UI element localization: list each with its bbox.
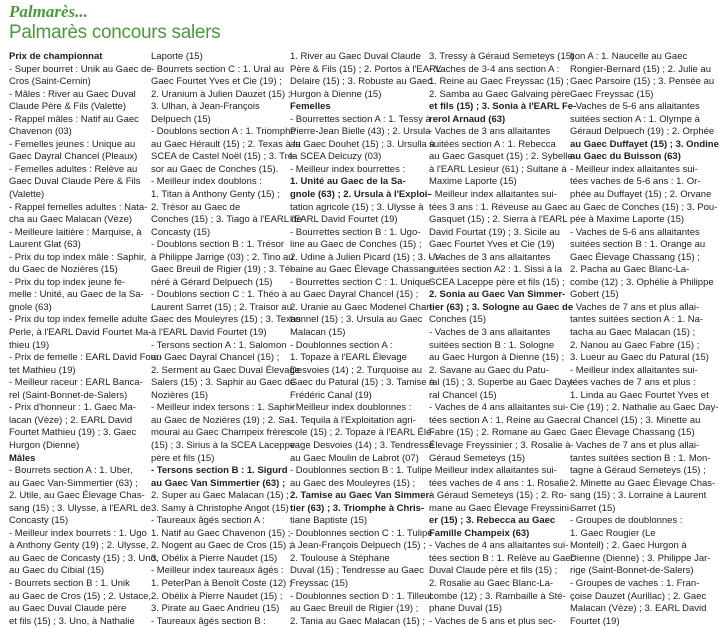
text-line: Frédéric Canal (19) <box>290 389 372 401</box>
text-line: - Super bourret : Unik au Gaec de <box>9 63 152 75</box>
text-line: et fils (15) ; 3. Sonia à l'EARL Fe- <box>429 101 577 113</box>
text-line: 2. Nogent au Gaec de Cros (15) ; <box>151 540 292 552</box>
text-line: - Vaches de 5 ans et plus sec- <box>429 615 557 627</box>
text-line: rel (Saint-Bonnet-de-Salers) <box>9 389 128 401</box>
text-line: au Gaec Duffayet (15) ; 3. Ondine <box>570 138 719 150</box>
text-line: au Gaec du Buisson (63) <box>570 151 681 163</box>
text-line: - Meilleur index allaitantes sui- <box>429 189 557 201</box>
text-line: 3. Pirate au Gaec Andrieu (15) <box>151 603 280 615</box>
text-line: au Gaec Douhet (15) ; 3. Ursulla à <box>290 138 435 150</box>
text-line: Pierre-Jean Bielle (43) ; 2. Ursula <box>290 126 431 138</box>
text-line: ral Chancel (15) <box>429 389 497 401</box>
text-line: - Doublonnes section D : 1. Tilleul <box>290 590 432 602</box>
text-line: gnole (63) ; 2. Ursula à l'Exploi- <box>290 189 431 201</box>
text-line: Mâles <box>9 452 36 464</box>
text-line: 1. River au Gaec Duval Claude <box>290 51 421 62</box>
text-line: 2. Tamise au Gaec Van Simmer- <box>290 490 433 502</box>
text-line: Duval (15) ; Tendresse au Gaec <box>290 565 424 577</box>
text-line: - Prix du top index mâle : Saphir, <box>9 251 147 263</box>
text-line: ral Chancel (15) ; 3. Minette au <box>570 414 701 426</box>
text-line: 2. Uranium à Julien Dauzet (15) ; <box>151 88 291 100</box>
text-line: au Gaec Hurgon à Dienne (15) ; <box>429 352 565 364</box>
text-line: - Meilleur index doublons : <box>151 176 262 188</box>
text-line: la SCEA Delcuzy (03) <box>290 151 382 163</box>
text-line: melle : Unité, au Gaec de la Sa- <box>9 289 144 301</box>
text-line: tiane Baptiste (15) <box>290 515 368 527</box>
text-line: - Doublonnes section A : <box>290 339 393 351</box>
text-line: 2. Udine à Julien Picard (15) ; 3. Ur- <box>290 251 442 263</box>
text-line: Maxime Laporte (15) <box>429 176 517 188</box>
text-line: 1. Topaze à l'EARL Élevage <box>290 352 407 364</box>
text-line: Chavenon (03) <box>9 126 72 138</box>
text-line: tion A : 1. Naucelle au Gaec <box>570 51 688 62</box>
text-line: - Bourrets section A : 1. Uber, <box>9 465 133 477</box>
text-line: - Rappel femelles adultes : Nata- <box>9 201 148 213</box>
text-line: suitées section A : 1. Olympe à <box>570 113 700 125</box>
text-line: Conches (15) ; 3. Tiago à l'EARL de <box>151 214 302 226</box>
text-line: au Gaec du Cibial (15) <box>9 565 105 577</box>
text-line: - Bourrettes section B : 1. Ugo- <box>290 226 421 238</box>
text-line: Gaec Élevage Chassang (15) <box>570 427 695 439</box>
text-line: au Gaec Van Simmertier (63) ; <box>151 477 286 489</box>
text-line: lacan (Vèze) ; 2. EARL David <box>9 414 133 426</box>
text-line: 2. Utile, au Gaec Élevage Chas- <box>9 490 145 502</box>
text-line: Fourtet Mathieu (19) ; 3. Gaec <box>9 427 137 439</box>
text-line: 1. Reine au Gaec Freyssac (15) ; <box>429 76 569 88</box>
text-line: 1. PeterPan à Benoît Coste (12) ; <box>151 577 292 589</box>
text-line: du Gaec de Nozières (15) <box>9 264 118 276</box>
text-line: Gobert (15) <box>570 289 619 301</box>
text-line: Perle, à l'EARL David Fourtet Ma- <box>9 327 152 339</box>
text-line: à l'EARL Lesieur (61) ; Sultane à <box>429 163 567 175</box>
text-line: Gaec Duval Claude Père & Fils <box>9 176 141 188</box>
text-line: néré à Gérard Delpuech (15) <box>151 276 273 288</box>
text-line: - Vaches de 5-6 ans allaitantes <box>570 101 700 113</box>
text-line: au Gaec Gasquet (15) ; 2. Sybelle <box>429 151 573 163</box>
text-line: père et fils (15) <box>151 452 215 464</box>
text-line: combe (12) ; 3. Rambaille à Sté- <box>429 590 566 602</box>
text-line: 2. Uranie au Gaec Modenel Char- <box>290 301 433 313</box>
text-line: à l'EARL David Fourtet (19) <box>151 327 267 339</box>
text-line: Delaire (15) ; 3. Robuste au Gaec <box>290 76 433 88</box>
text-line: (15) ; 3. Sirius à la SCEA Laceppe <box>151 439 296 451</box>
text-line: - Taureaux âgés section B : <box>151 615 266 627</box>
text-line: 2. Samba au Gaec Galvaing père <box>429 88 571 100</box>
text-line: - Vaches de 7 ans et plus allai- <box>570 439 700 451</box>
text-line: au Gaec Breuil de Rigier (19) ; <box>290 603 419 615</box>
text-line: Dienne (Dienne) ; 3. Philippe Jar- <box>570 552 711 564</box>
text-line: - Doublons section A : 1. Triomphe <box>151 126 296 138</box>
text-line: 2. Pacha au Gaec Blanc-La- <box>570 264 690 276</box>
text-line: Concasty (15) <box>9 515 69 527</box>
text-line: 2. Nanou au Gaec Fabre (15) ; <box>570 339 700 351</box>
text-line: 1. Natif au Gaec Chavenon (15) ; <box>151 527 291 539</box>
article-kicker: Palmarès... <box>9 2 88 21</box>
text-line: à Anthony Genty (19) ; 2. Ulysse, <box>9 540 149 552</box>
text-line: au Gaec Moulin de Labrot (07) <box>290 452 419 464</box>
text-line: Hurgon à Dienne (15) <box>290 88 382 100</box>
text-line: à Philippe Jarrige (03) ; 2. Tino au <box>151 251 294 263</box>
text-line: Freyssac (15) <box>290 577 349 589</box>
text-line: suitées section A : 1. Rebecca <box>429 138 556 150</box>
text-line: 2. Savane au Gaec du Patu- <box>429 364 549 376</box>
text-line: Père & Fils (15) ; 2. Portos à l'EARL <box>290 63 442 75</box>
text-line: au Gaec Hérault (15) ; 2. Texas à la <box>151 138 301 150</box>
text-line: au Gaec des Mouleyres (15) ; <box>290 477 416 489</box>
text-line: Femelles <box>290 101 331 113</box>
text-line: Gaec Fourtet Yves et Cie (19) <box>429 239 555 251</box>
text-line: Concasty (15) <box>151 226 211 238</box>
text-line: line au Gaec de Conches (15) ; <box>290 239 422 251</box>
text-line: à Jean-François Delpuech (15) ; <box>290 540 426 552</box>
text-line: - Doublons section B : 1. Trésor <box>151 239 285 251</box>
text-line: tet Mathieu (19) <box>9 364 76 376</box>
text-line: Gaec Fourtet Yves et Cie (19) ; <box>151 76 282 88</box>
text-line: - Doublonnes section C : 1. Tulipe <box>290 527 433 539</box>
text-column-4 <box>429 51 577 628</box>
text-line: 3. Ulhan, à Jean-François <box>151 101 260 113</box>
text-line: 2. Sonia au Gaec Van Simmer- <box>429 289 566 301</box>
text-line: suitées section B : 1. Sologne <box>429 339 555 351</box>
text-line: tacha au Gaec Malacan (15) ; <box>570 327 696 339</box>
text-line: tagne à Géraud Semeteys (15) ; <box>570 465 706 477</box>
text-line: - Prix d'honneur : 1. Gaec Ma- <box>9 402 136 414</box>
text-line: - Vaches de 7 ans et plus allai- <box>570 301 700 313</box>
text-line: Malacan (15) <box>290 327 346 339</box>
text-column-3 <box>290 51 442 628</box>
text-line: - Meilleur raceur : EARL Banca- <box>9 377 143 389</box>
text-line: 1. Unité au Gaec de la Sa- <box>290 176 406 188</box>
text-line: baine au Gaec Élevage Chassang <box>290 264 435 276</box>
text-line: Élevage Freyssinier ; 3. Rosalie à <box>429 439 571 451</box>
text-line: Cie (19) ; 2. Nathalie au Gaec Day- <box>570 402 719 414</box>
text-line: Nozières (15) <box>151 389 209 401</box>
text-line: tier (63) ; 3. Triomphe à Chris- <box>290 502 425 514</box>
text-line: rerol Arnaud (63) <box>429 113 506 125</box>
text-line: Hurgon (Dienne) <box>9 439 80 451</box>
text-line: - Meilleur index allaitantes sui- <box>570 364 698 376</box>
text-line: - Meilleur index allaitantes sui- <box>570 163 698 175</box>
text-line: Conches (15) <box>429 314 487 326</box>
text-line: - Meilleur index tersons : 1. Saphir <box>151 402 296 414</box>
text-line: Duval Claude père et fils (15) ; <box>429 565 558 577</box>
text-line: - Vaches de 5-6 ans allaitantes <box>570 226 700 238</box>
text-line: gnole (63) <box>9 301 52 313</box>
text-line: 3. Tressy à Géraud Semeteys (15) <box>429 51 575 62</box>
text-line: Laurent Glat (63) <box>9 239 81 251</box>
text-line: mourai au Gaec Champeix frères <box>151 427 291 439</box>
text-line: Gaec Parsoire (15) ; 3. Pensée au <box>570 76 715 88</box>
text-line: au Gaec Duval Claude père <box>9 603 127 615</box>
text-line: Gaec Dayral Chancel (Pleaux) <box>9 151 138 163</box>
text-line: 1. Titan à Anthony Genty (15) ; <box>151 189 280 201</box>
text-line: Rongier-Bernard (15) ; 2. Julie au <box>570 63 711 75</box>
text-line: tées vaches de 5-6 ans : 1. Or- <box>570 176 701 188</box>
text-line: 2. Super au Gaec Malacan (15) ; <box>151 490 289 502</box>
text-line: - Vaches de 3 ans allaitantes <box>429 327 551 339</box>
text-line: bonnel (15) ; 3. Ursula au Gaec <box>290 314 423 326</box>
text-line: 1. Linda au Gaec Fourtet Yves et <box>570 389 709 401</box>
text-line: SCEA de Castel Noël (15) ; 3. Tré- <box>151 151 297 163</box>
text-line: - Meilleur index allaitantes sui- <box>429 465 557 477</box>
text-line: - Doublonnes section B : 1. Tulipe <box>290 465 433 477</box>
text-line: 2. Serment au Gaec Duval Élevage <box>151 364 300 376</box>
text-line: Gasquet (15) ; 2. Sierra à l'EARL <box>429 214 568 226</box>
text-line: phée au Duffayet (15) ; 2. Orvane <box>570 189 712 201</box>
text-line: Prix de championnat <box>9 51 103 62</box>
text-line: Géraud Delpuech (19) ; 2. Orphée <box>570 126 715 138</box>
text-line: ral (15) ; 3. Superbe au Gaec Day- <box>429 377 575 389</box>
text-line: au Gaec de Cros (15) ; 2. Ustace, <box>9 590 152 602</box>
text-line: Gaec des Mouleyres (15) ; 3. Texas <box>151 314 301 326</box>
text-line: vage Desvoies (14) ; 3. Tendresse <box>290 439 434 451</box>
text-line: Claude Père & Fils (Valette) <box>9 101 127 113</box>
text-line: - Bourrets section C : 1. Ural au <box>151 63 285 75</box>
text-line: tées vaches de 7 ans et plus : <box>570 377 696 389</box>
text-line: au Gaec Van-Simmertier (63) ; <box>9 477 138 489</box>
text-line: Delpuech (15) <box>151 113 211 125</box>
text-line: pée à Maxime Laporte (15) <box>570 214 685 226</box>
text-line: - Groupes de vaches : 1. Fran- <box>570 577 700 589</box>
text-line: Gaec Freyssac (15) <box>570 88 654 100</box>
text-line: Monteil) ; 2. Gaec Hurgon à <box>570 540 687 552</box>
text-line: - Mâles : River au Gaec Duval <box>9 88 136 100</box>
text-line: sor au Gaec de Conches (15). <box>151 163 279 175</box>
text-line: - Doublons section C : 1. Théo à <box>151 289 288 301</box>
text-line: au Gaec Dayral Chancel (15) ; <box>290 289 419 301</box>
text-line: - Vaches de 4 ans allaitantes sui- <box>429 402 569 414</box>
text-line: çoise Dauzet (Aurillac) ; 2. Gaec <box>570 590 707 602</box>
text-line: au Gaec de Concasty (15) ; 3. Uno, <box>9 552 159 564</box>
text-line: 3. Obélix à Pierre Naudet (15) <box>151 552 278 564</box>
text-line: sang (15) ; 3. Lorraine à Laurent <box>570 490 707 502</box>
text-line: à Géraud Semeteys (15) ; 2. Ro- <box>429 490 567 502</box>
text-line: - Bourrettes section C : 1. Unique <box>290 276 431 288</box>
text-line: au Gaec Dayral Chancel (15) ; <box>151 352 280 364</box>
text-line: Salers (15) ; 3. Saphir au Gaec de <box>151 377 296 389</box>
text-line: Sarret (15) <box>570 502 616 514</box>
text-line: tées 3 ans : 1. Réveuse au Gaec <box>429 201 568 213</box>
text-line: - Rappel mâles : Natif au Gaec <box>9 113 139 125</box>
text-column-1 <box>9 51 163 628</box>
text-line: - Tersons section A : 1. Salomon <box>151 339 287 351</box>
text-line: - Meilleure laitière : Marquise, à <box>9 226 142 238</box>
text-line: au Gaec de Conches (15) ; 3. Pou- <box>570 201 718 213</box>
text-line: - Prix du top index jeune fe- <box>9 276 126 288</box>
article-title: Palmarès concours salers <box>9 22 221 43</box>
text-line: Gaec du Patural (15) ; 3. Tamise à <box>290 377 435 389</box>
text-line: - Bourrettes section A : 1. Tessy à <box>290 113 431 125</box>
text-line: Desvoies (14) ; 2. Turquoise au <box>290 364 423 376</box>
text-line: 2. Minette au Gaec Élevage Chas- <box>570 477 716 489</box>
text-line: - Vaches de 3 ans allaitantes <box>429 126 551 138</box>
text-line: er (15) ; 3. Rebecca au Gaec <box>429 515 556 527</box>
text-line: Laporte (15) <box>151 51 203 62</box>
text-line: 3. Lueur au Gaec du Patural (15) <box>570 352 709 364</box>
text-line: - Meilleur index taureaux âgés : <box>151 565 284 577</box>
text-line: - Prix de femelle : EARL David Four- <box>9 352 163 364</box>
text-line: 3. Samy à Christophe Angot (15) <box>151 502 289 514</box>
text-line: thieu (19) <box>9 339 50 351</box>
text-column-2 <box>151 51 302 628</box>
text-line: Famille Champeix (63) <box>429 527 530 539</box>
text-line: 2. Trésor au Gaec de <box>151 201 241 213</box>
text-line: suitées section B : 1. Orange au <box>570 239 706 251</box>
text-line: 2. Rosalie au Gaec Blanc-La- <box>429 577 554 589</box>
text-line: Laurent Sarret (15) ; 2. Traisor au <box>151 301 292 313</box>
text-line: 1. Gaec Rougier (Le <box>570 527 656 539</box>
text-line: - Groupes de doublonnes : <box>570 515 683 527</box>
text-line: tées vaches de 4 ans : 1. Rosalie <box>429 477 569 489</box>
text-line: tées section B : 1. Relève au Gaec <box>429 552 576 564</box>
text-line: Malacan (Vèze) ; 3. EARL David <box>570 603 707 615</box>
text-line: mane au Gaec Élevage Freyssini- <box>429 502 573 514</box>
text-line: - Prix du top index femelle adulte : <box>9 314 153 326</box>
text-line: Gaec Élevage Chassang (15) ; <box>570 251 700 263</box>
text-line: au Gaec de Nozières (19) ; 2. Sa- <box>151 414 294 426</box>
text-line: 2. Tania au Gaec Malacan (15) ; <box>290 615 426 627</box>
text-line: tantes suitées section B : 1. Mon- <box>570 452 711 464</box>
text-line: - Tersons section B : 1. Sigurd <box>151 465 288 477</box>
text-line: (Valette) <box>9 189 45 201</box>
text-line: Géraud Semeteys (15) <box>429 452 526 464</box>
text-line: - Meilleur index doublonnes : <box>290 402 412 414</box>
text-line: Cros (Saint-Cernin) <box>9 76 91 88</box>
text-line: - Vaches de 4 ans allaitantes sui- <box>429 540 569 552</box>
text-line: et fils (15) ; 3. Uno, à Nathalie <box>9 615 135 627</box>
text-line: tation agricole (15) ; 3. Ulysse à <box>290 201 424 213</box>
text-line: combe (12) ; 3. Ophélie à Philippe <box>570 276 714 288</box>
text-line: sang (15) ; 3. Ulysse, à l'EARL de <box>9 502 151 514</box>
text-line: - Meilleur index bourrettes : <box>290 163 406 175</box>
text-line: cha au Gaec Malacan (Vèze) <box>9 214 133 226</box>
text-line: Gaec Breuil de Rigier (19) ; 3. Té- <box>151 264 294 276</box>
text-line: tantes suitées section A : 1. Na- <box>570 314 704 326</box>
text-line: - Taureaux âgés section A : <box>151 515 265 527</box>
text-line: tées section A : 1. Reine au Gaec <box>429 414 570 426</box>
text-line: l'EARL David Fourtet (19) <box>290 214 398 226</box>
text-line: 2. Obélix à Pierre Naudet (15) ; <box>151 590 283 602</box>
text-line: phane Duval (15) <box>429 603 502 615</box>
text-line: tier (63) ; 3. Sologne au Gaec de <box>429 301 574 313</box>
text-line: - Vaches de 3-4 ans section A : <box>429 63 560 75</box>
text-line: rige (Saint-Bonnet-de-Salers) <box>570 565 694 577</box>
text-line: SCEA Laceppe père et fils (15) ; <box>429 276 565 288</box>
text-line: suitées section A2 : 1. Sissi à la <box>429 264 563 276</box>
text-line: 1. Tequila à l'Exploitation agri- <box>290 414 416 426</box>
text-line: - Meilleur index bourrets : 1. Ugo <box>9 527 147 539</box>
text-line: Fourtet (19) <box>570 615 620 627</box>
text-line: Fabre (15) ; 2. Romane au Gaec <box>429 427 567 439</box>
text-line: - Bourrets section B : 1. Unik <box>9 577 130 589</box>
text-line: - Femelles jeunes : Unique au <box>9 138 136 150</box>
text-line: - Femelles adultes : Relève au <box>9 163 138 175</box>
text-line: 2. Toulouse à Stéphane <box>290 552 390 564</box>
text-line: - Vaches de 3 ans allaitantes <box>429 251 551 263</box>
text-line: cole (15) ; 2. Topaze à l'EARL Élé- <box>290 427 435 439</box>
text-column-5 <box>570 51 719 628</box>
text-line: David Fourtat (19) ; 3. Sicile au <box>429 226 560 238</box>
